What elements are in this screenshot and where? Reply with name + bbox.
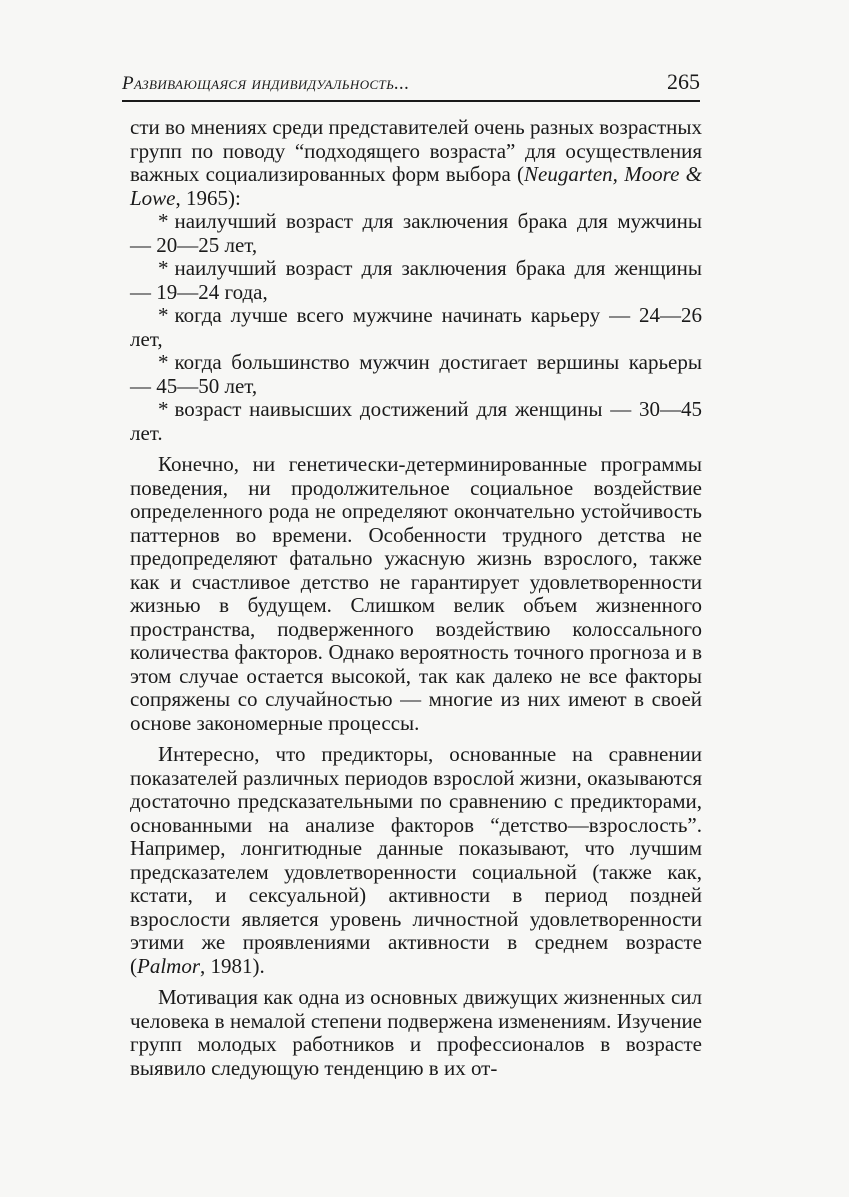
list-bullet: *	[158, 350, 169, 374]
intro-text: сти во мнениях среди представителей очень разных возрастных групп по поводу “подходящего возраста” для осуществления важных социализированных форм выбора (	[130, 115, 702, 186]
list-item	[130, 257, 702, 304]
list-bullet: *	[158, 303, 169, 327]
paragraph-1: Конечно, ни генетически-детерминированные программы поведения, ни продолжительное социальное воздействие определенного рода не определяют окончательно устойчивость паттернов во времени. Особенности трудного детства не предопределяют фатально ужасную жизнь взрослого, также как и счастливое детство не гарантирует удовлетворенности жизнью в будущем. Слишком велик объем жизненного пространства, подверженного воздействию колоссального количества факторов. Однако вероятность точного прогноза и в этом случае остается высокой, так как далеко не все факторы сопряжены со случайностью — многие из них имеют в своей основе закономерные процессы.	[130, 452, 702, 735]
list-bullet: *	[158, 397, 169, 421]
list-item	[130, 351, 702, 398]
body-text	[130, 116, 702, 1080]
paragraph-2-citation-year: , 1981).	[200, 953, 265, 978]
page-header	[122, 62, 700, 102]
list-item-text: когда большинство мужчин достигает вершины карьеры — 45—50 лет,	[130, 350, 702, 398]
page-number: 265	[667, 69, 700, 94]
paragraph-2-text: Интересно, что предикторы, основанные на сравнении показателей различных периодов взрослой жизни, оказываются достаточно предсказательными по сравнению с предикторами, основанными на анализе факторов “детство—взрослость”. Например, лонгитюдные данные показывают, что лучшим предсказателем удовлетворенности социальной (также как, кстати, и сексуальной) активности в период поздней взрослости является уровень личностной удовлетворенности этими же проявлениями активности в среднем возрасте (	[130, 742, 702, 978]
list-item	[130, 210, 702, 257]
running-head: Развивающаяся индивидуальность...	[122, 73, 410, 94]
intro-citation-authors: Neugarten, Moore & Lowe	[130, 162, 702, 210]
intro-paragraph	[130, 116, 702, 210]
list-bullet: *	[158, 209, 169, 233]
list-item	[130, 398, 702, 445]
list-item	[130, 304, 702, 351]
intro-citation-year: , 1965):	[175, 185, 241, 210]
list-item-text: когда лучше всего мужчине начинать карьеру — 24—26 лет,	[130, 303, 702, 351]
paragraph-2-citation-author: Palmor	[137, 953, 200, 978]
list-item-text: наилучший возраст для заключения брака для мужчины — 20—25 лет,	[130, 209, 702, 257]
paragraph-3: Мотивация как одна из основных движущих жизненных сил человека в немалой степени подвержена изменениям. Изучение групп молодых работников и профессионалов в возрасте выявило следующую тенденцию в их от-	[130, 985, 702, 1080]
list-item-text: наилучший возраст для заключения брака для женщины — 19—24 года,	[130, 256, 702, 304]
paragraph-2	[130, 743, 702, 978]
list-bullet: *	[158, 256, 169, 280]
list-item-text: возраст наивысших достижений для женщины — 30—45 лет.	[130, 397, 702, 445]
